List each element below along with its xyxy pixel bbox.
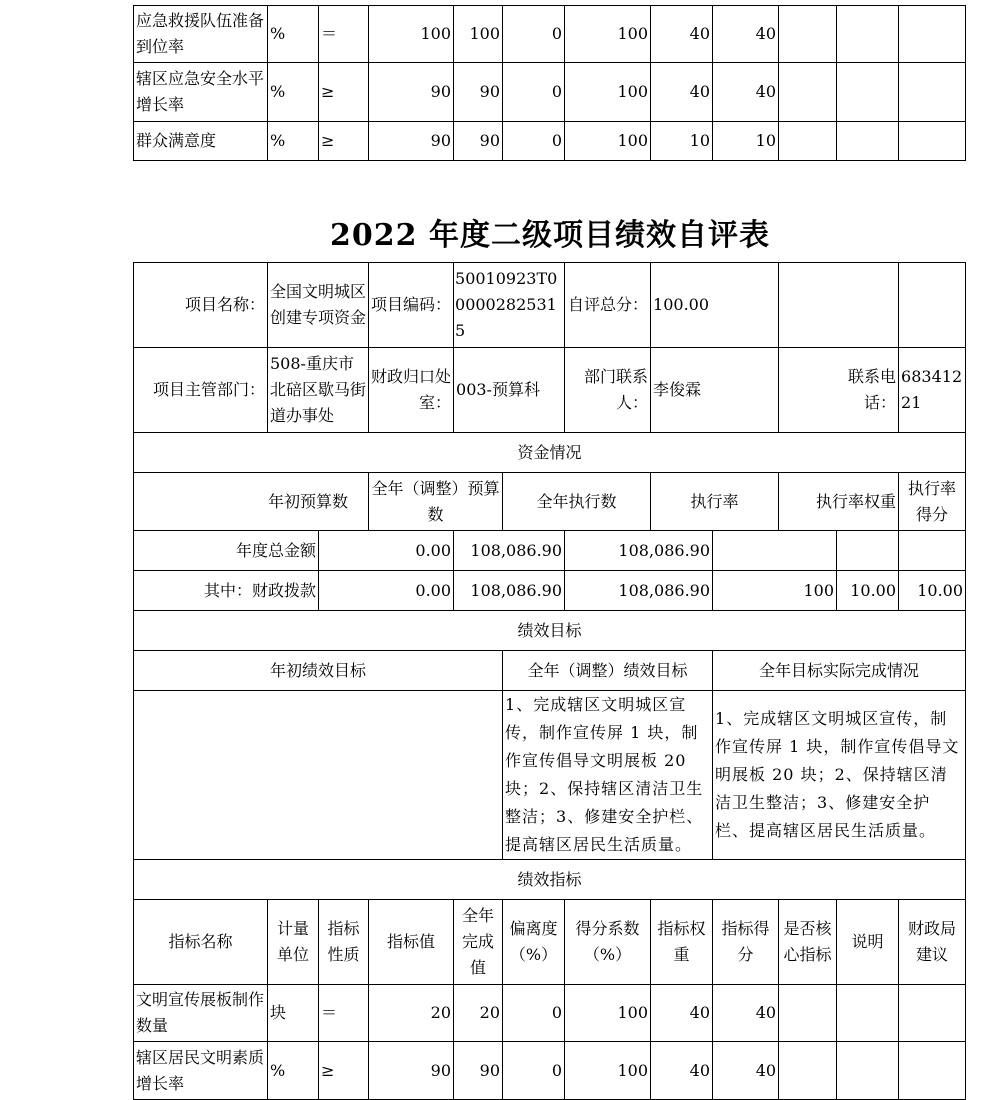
table-row	[134, 348, 966, 433]
evaluation-table	[133, 262, 966, 1100]
self-score-label: 自评总分：	[565, 263, 651, 348]
table-row	[134, 651, 966, 691]
ind-header-unit: 计量单位	[268, 900, 319, 985]
funds-initial: 0.00	[319, 531, 454, 571]
page-title: 2022 年度二级项目绩效自评表	[330, 218, 770, 253]
goals-header-initial: 年初绩效目标	[134, 651, 503, 691]
indicator-coef: 100	[565, 122, 651, 161]
goals-actual-text: 1、完成辖区文明城区宣传，制作宣传屏 1 块，制作宣传倡导文明展板 20 块；2、保持辖区清洁卫生整洁；3、修建安全护栏、提高辖区居民生活质量。	[713, 691, 966, 860]
indicator-table-continued	[133, 5, 966, 161]
indicator-weight: 40	[651, 6, 713, 63]
funds-header-weight: 执行率权重	[779, 473, 899, 531]
indicator-unit: 块	[268, 985, 319, 1042]
indicator-unit: %	[268, 122, 319, 161]
indicator-advice	[899, 6, 966, 63]
goals-adjusted-text: 1、完成辖区文明城区宣传，制作宣传屏 1 块，制作宣传倡导文明展板 20 块；2、保持辖区清洁卫生整洁；3、修建安全护栏、提高辖区居民生活质量。	[503, 691, 713, 860]
ind-header-note: 说明	[837, 900, 899, 985]
indicator-core	[779, 63, 837, 122]
table-row	[134, 1042, 966, 1100]
indicator-name: 群众满意度	[134, 122, 268, 161]
goals-section-title: 绩效目标	[134, 611, 966, 651]
indicator-score: 40	[713, 6, 779, 63]
indicator-nature: ＝	[319, 985, 369, 1042]
table-row	[134, 985, 966, 1042]
section-header	[134, 611, 966, 651]
indicator-name: 辖区应急安全水平增长率	[134, 63, 268, 122]
indicator-actual: 90	[454, 63, 503, 122]
funds-score	[899, 531, 966, 571]
indicator-actual: 90	[454, 122, 503, 161]
finance-dept-label: 财政归口处室：	[369, 348, 454, 433]
ind-header-core: 是否核心指标	[779, 900, 837, 985]
funds-executed: 108,086.90	[565, 571, 713, 611]
indicator-weight: 40	[651, 985, 713, 1042]
section-header	[134, 860, 966, 900]
project-name-label: 项目名称：	[134, 263, 268, 348]
indicator-nature: ≥	[319, 122, 369, 161]
self-score-value: 100.00	[651, 263, 779, 348]
indicator-actual: 20	[454, 985, 503, 1042]
project-code-label: 项目编码：	[369, 263, 454, 348]
ind-header-target: 指标值	[369, 900, 454, 985]
indicator-note	[837, 1042, 899, 1100]
ind-header-name: 指标名称	[134, 900, 268, 985]
indicator-unit: %	[268, 6, 319, 63]
funds-header-adjusted: 全年（调整）预算数	[369, 473, 503, 531]
dept-label: 项目主管部门：	[134, 348, 268, 433]
funds-score: 10.00	[899, 571, 966, 611]
funds-weight	[837, 531, 899, 571]
indicator-note	[837, 6, 899, 63]
phone-label: 联系电话：	[779, 348, 899, 433]
indicator-name: 应急救援队伍准备到位率	[134, 6, 268, 63]
table-row	[134, 122, 966, 161]
indicator-advice	[899, 985, 966, 1042]
project-name-value: 全国文明城区创建专项资金	[268, 263, 369, 348]
indicator-note	[837, 122, 899, 161]
indicator-actual: 100	[454, 6, 503, 63]
indicator-weight: 10	[651, 122, 713, 161]
indicator-note	[837, 63, 899, 122]
indicator-target: 100	[369, 6, 454, 63]
table-row	[134, 531, 966, 571]
table-row	[134, 473, 966, 531]
indicator-deviation: 0	[503, 122, 565, 161]
funds-row-label: 年度总金额	[134, 531, 319, 571]
indicator-nature: ＝	[319, 6, 369, 63]
contact-value: 李俊霖	[651, 348, 779, 433]
indicator-score: 40	[713, 985, 779, 1042]
indicator-nature: ≥	[319, 1042, 369, 1100]
funds-weight: 10.00	[837, 571, 899, 611]
funds-header-executed: 全年执行数	[503, 473, 651, 531]
table-row	[134, 571, 966, 611]
indicator-coef: 100	[565, 63, 651, 122]
indicator-score: 10	[713, 122, 779, 161]
indicator-deviation: 0	[503, 1042, 565, 1100]
indicator-core	[779, 6, 837, 63]
indicator-core	[779, 122, 837, 161]
dept-value: 508-重庆市北碚区歇马街道办事处	[268, 348, 369, 433]
indicator-score: 40	[713, 1042, 779, 1100]
indicator-target: 20	[369, 985, 454, 1042]
indicator-actual: 90	[454, 1042, 503, 1100]
funds-header-rate: 执行率	[651, 473, 779, 531]
ind-header-nature: 指标性质	[319, 900, 369, 985]
indicator-advice	[899, 63, 966, 122]
indicators-section-title: 绩效指标	[134, 860, 966, 900]
indicator-nature: ≥	[319, 63, 369, 122]
indicator-coef: 100	[565, 985, 651, 1042]
goals-header-actual: 全年目标实际完成情况	[713, 651, 966, 691]
indicator-deviation: 0	[503, 985, 565, 1042]
ind-header-advice: 财政局建议	[899, 900, 966, 985]
indicator-advice	[899, 1042, 966, 1100]
goals-initial-text	[134, 691, 503, 860]
funds-section-title: 资金情况	[134, 433, 966, 473]
table-row	[134, 63, 966, 122]
finance-dept-value: 003-预算科	[454, 348, 565, 433]
ind-header-actual: 全年完成值	[454, 900, 503, 985]
indicator-score: 40	[713, 63, 779, 122]
ind-header-weight: 指标权重	[651, 900, 713, 985]
table-row	[134, 900, 966, 985]
indicator-advice	[899, 122, 966, 161]
ind-header-coef: 得分系数（%）	[565, 900, 651, 985]
table-row	[134, 263, 966, 348]
indicator-deviation: 0	[503, 6, 565, 63]
indicator-coef: 100	[565, 1042, 651, 1100]
funds-header-score: 执行率得分	[899, 473, 966, 531]
ind-header-deviation: 偏离度（%）	[503, 900, 565, 985]
funds-rate	[713, 531, 837, 571]
funds-initial: 0.00	[319, 571, 454, 611]
indicator-deviation: 0	[503, 63, 565, 122]
indicator-name: 辖区居民文明素质增长率	[134, 1042, 268, 1100]
table-row	[134, 691, 966, 860]
funds-rate: 100	[713, 571, 837, 611]
indicator-core	[779, 985, 837, 1042]
indicator-core	[779, 1042, 837, 1100]
project-code-value: 50010923T000002825315	[454, 263, 565, 348]
indicator-target: 90	[369, 63, 454, 122]
contact-label: 部门联系人：	[565, 348, 651, 433]
indicator-target: 90	[369, 1042, 454, 1100]
goals-header-adjusted: 全年（调整）绩效目标	[503, 651, 713, 691]
indicator-note	[837, 985, 899, 1042]
phone-value: 68341221	[899, 348, 966, 433]
funds-adjusted: 108,086.90	[454, 571, 565, 611]
indicator-unit: %	[268, 1042, 319, 1100]
indicator-target: 90	[369, 122, 454, 161]
ind-header-score: 指标得分	[713, 900, 779, 985]
funds-adjusted: 108,086.90	[454, 531, 565, 571]
indicator-weight: 40	[651, 63, 713, 122]
funds-header-initial: 年初预算数	[134, 473, 369, 531]
funds-executed: 108,086.90	[565, 531, 713, 571]
indicator-name: 文明宣传展板制作数量	[134, 985, 268, 1042]
funds-row-label: 其中：财政拨款	[134, 571, 319, 611]
indicator-coef: 100	[565, 6, 651, 63]
indicator-unit: %	[268, 63, 319, 122]
indicator-weight: 40	[651, 1042, 713, 1100]
section-header	[134, 433, 966, 473]
table-row	[134, 6, 966, 63]
